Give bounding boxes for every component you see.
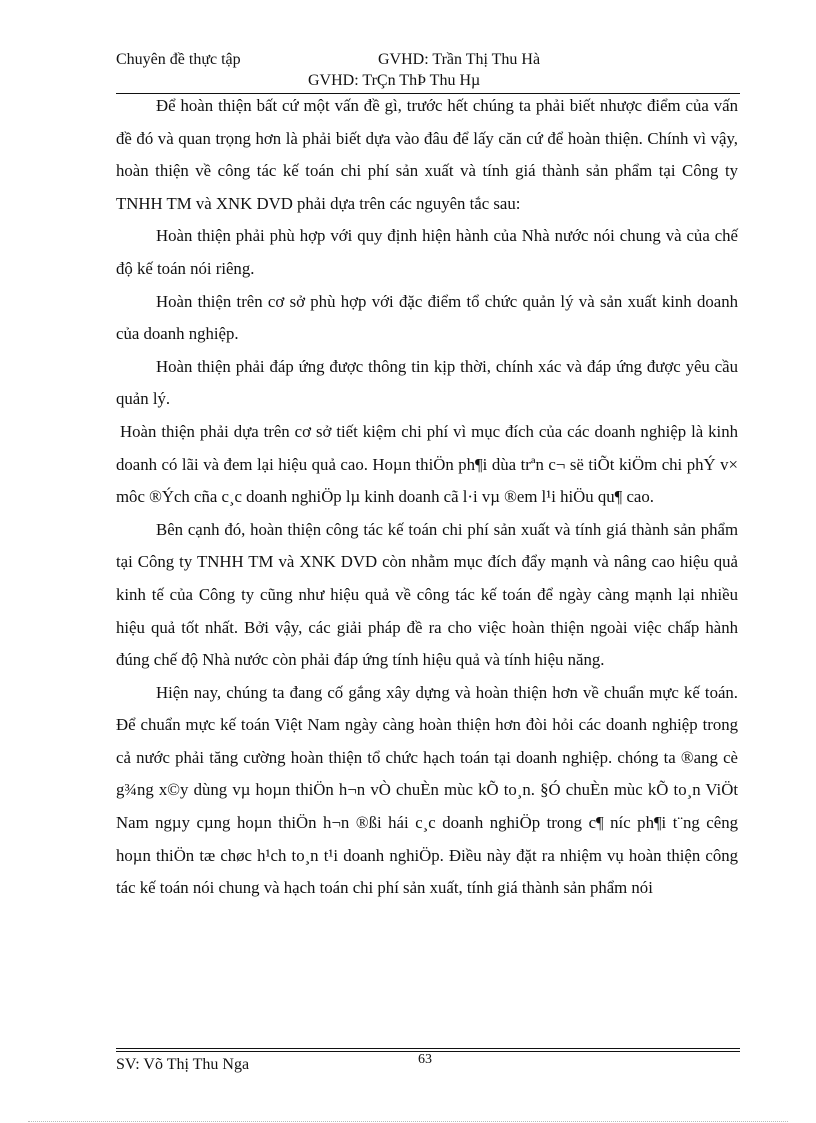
header-right: GVHD: Trần Thị Thu Hà [378, 51, 541, 68]
footer-author: SV: Võ Thị Thu Nga [116, 1056, 250, 1073]
paragraph: Bên cạnh đó, hoàn thiện công tác kế toán chi phí sản xuất và tính giá thành sản phẩm tại Công ty TNHH TM và XNK DVD còn nhằm mục đích đẩy mạnh và nâng cao hiệu quả kinh tế của Công ty cũng như hiệu quả về công tác kế toán để ngày càng mạnh lại nhiều hiệu quả tốt nhất. Bởi vậy, các giải pháp đề ra cho việc hoàn thiện ngoài việc chấp hành đúng chế độ Nhà nước còn phải đáp ứng tính hiệu quả và tính hiệu năng. [116, 519, 738, 670]
page-edge-divider [28, 1121, 788, 1122]
paragraph: Để hoàn thiện bất cứ một vấn đề gì, trước hết chúng ta phải biết nhược điểm của vấn đề đó và quan trọng hơn là phải biết dựa vào đâu để lấy căn cứ để hoàn thiện. Chính vì vậy, hoàn thiện về công tác kế toán chi phí sản xuất và tính giá thành sản phẩm tại Công ty TNHH TM và XNK DVD phải dựa trên các nguyên tắc sau: [116, 96, 738, 213]
header-left: Chuyên đề thực tập [116, 51, 241, 68]
running-header [116, 51, 541, 69]
footer-rule [116, 1048, 740, 1049]
paragraph: Hiện nay, chúng ta đang cố gắng xây dựng và hoàn thiện hơn về chuẩn mực kế toán. Để chuẩn mực kế toán Việt Nam ngày càng hoàn thiện hơn đòi hỏi các doanh nghiệp trong cả nước phải tăng cường hoàn thiện tổ chức hạch toán tại doanh nghiệp. chóng ta ®ang cè g¾ng x©y dùng vµ hoµn thiÖn h¬n vÒ chuÈn mùc kÕ to¸n. §Ó chuÈn mùc kÕ to¸n ViÖt Nam ngµy cµng hoµn thiÖn h¬n ®ßi hái c¸c doanh nghiÖp trong c¶ níc ph¶i t¨ng cêng hoµn thiÖn tæ chøc h¹ch to¸n t¹i doanh nghiÖp. Điều này đặt ra nhiệm vụ hoàn thiện công tác kế toán nói chung và hạch toán chi phí sản xuất, tính giá thành sản phẩm nói [116, 682, 738, 898]
page-number: 63 [418, 1052, 432, 1067]
paragraph: Hoàn thiện trên cơ sở phù hợp với đặc điểm tổ chức quản lý và sản xuất kinh doanh của doanh nghiệp. [116, 291, 738, 344]
paragraph: Hoàn thiện phải đáp ứng được thông tin kịp thời, chính xác và đáp ứng được yêu cầu quản lý. [116, 356, 738, 409]
header-garbled: GVHD: TrÇn ThÞ Thu Hµ [308, 72, 481, 89]
body-text [116, 90, 738, 905]
paragraph: Hoàn thiện phải phù hợp với quy định hiện hành của Nhà nước nói chung và của chế độ kế toán nói riêng. [116, 226, 738, 278]
paragraph: Hoàn thiện phải dựa trên cơ sở tiết kiệm chi phí vì mục đích của các doanh nghiệp là kinh doanh có lãi và đem lại hiệu quả cao. Hoµn thiÖn ph¶i dùa trªn c¬ së tiÕt kiÖm chi phÝ v× môc ®Ých cña c¸c doanh nghiÖp lµ kinh doanh cã l·i vµ ®em l¹i hiÖu qu¶ cao. [116, 421, 738, 507]
